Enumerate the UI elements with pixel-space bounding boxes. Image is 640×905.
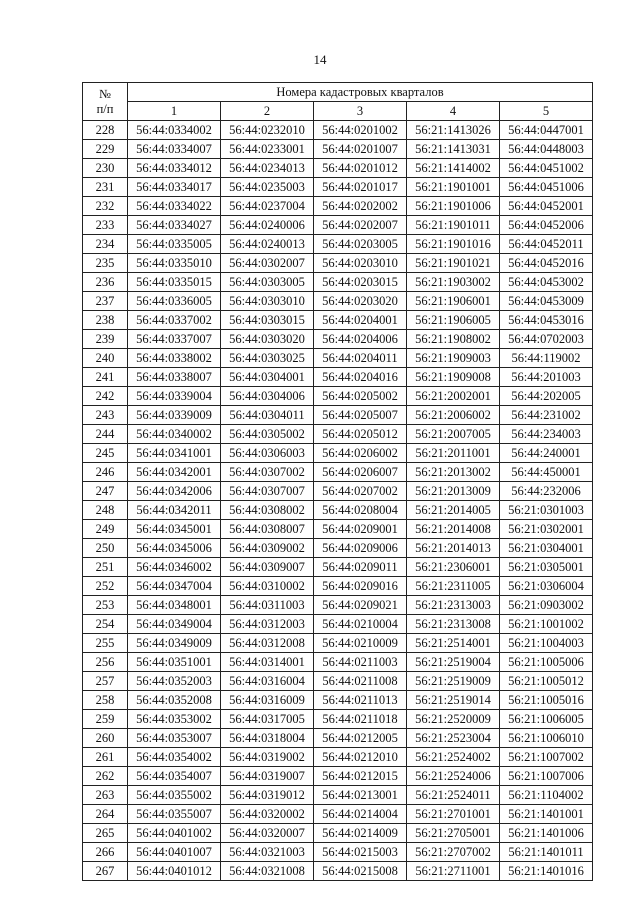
cadastral-number-cell: 56:21:2013002 (407, 463, 500, 482)
row-number-cell: 260 (83, 729, 128, 748)
cadastral-number-cell: 56:44:0310002 (221, 577, 314, 596)
cadastral-number-cell: 56:21:2523004 (407, 729, 500, 748)
cadastral-number-cell: 56:21:2313008 (407, 615, 500, 634)
cadastral-number-cell: 56:44:0201017 (314, 178, 407, 197)
cadastral-number-cell: 56:21:1401016 (500, 862, 593, 881)
cadastral-number-cell: 56:44:0308002 (221, 501, 314, 520)
cadastral-number-cell: 56:44:0303010 (221, 292, 314, 311)
cadastral-number-cell: 56:44:0201012 (314, 159, 407, 178)
cadastral-number-cell: 56:44:0210004 (314, 615, 407, 634)
row-number-cell: 229 (83, 140, 128, 159)
cadastral-number-cell: 56:44:0401007 (128, 843, 221, 862)
cadastral-number-cell: 56:44:0214004 (314, 805, 407, 824)
cadastral-number-cell: 56:21:2014005 (407, 501, 500, 520)
cadastral-number-cell: 56:44:0201002 (314, 121, 407, 140)
cadastral-number-cell: 56:44:0334012 (128, 159, 221, 178)
cadastral-number-cell: 56:44:0336005 (128, 292, 221, 311)
cadastral-number-cell: 56:21:1909003 (407, 349, 500, 368)
row-number-header-line1: № (99, 86, 111, 101)
table-row (83, 729, 593, 748)
cadastral-number-cell: 56:44:0337002 (128, 311, 221, 330)
table-row (83, 292, 593, 311)
cadastral-number-cell: 56:44:0205012 (314, 425, 407, 444)
row-number-header (83, 83, 128, 121)
cadastral-number-cell: 56:44:0354002 (128, 748, 221, 767)
cadastral-number-cell: 56:21:1005006 (500, 653, 593, 672)
cadastral-number-cell: 56:44:0209011 (314, 558, 407, 577)
row-number-cell: 234 (83, 235, 128, 254)
cadastral-number-cell: 56:21:1005012 (500, 672, 593, 691)
row-number-cell: 255 (83, 634, 128, 653)
cadastral-number-cell: 56:44:0401012 (128, 862, 221, 881)
cadastral-number-cell: 56:44:232006 (500, 482, 593, 501)
table-row (83, 140, 593, 159)
cadastral-number-cell: 56:44:0349009 (128, 634, 221, 653)
cadastral-number-cell: 56:44:0211013 (314, 691, 407, 710)
cadastral-number-cell: 56:44:0233001 (221, 140, 314, 159)
cadastral-number-cell: 56:44:0334017 (128, 178, 221, 197)
cadastral-number-cell: 56:44:0317005 (221, 710, 314, 729)
cadastral-number-cell: 56:44:0345001 (128, 520, 221, 539)
row-number-cell: 254 (83, 615, 128, 634)
table-row (83, 558, 593, 577)
cadastral-number-cell: 56:21:1104002 (500, 786, 593, 805)
row-number-cell: 259 (83, 710, 128, 729)
cadastral-number-cell: 56:44:0306003 (221, 444, 314, 463)
cadastral-number-cell: 56:44:0354007 (128, 767, 221, 786)
cadastral-number-cell: 56:44:0237004 (221, 197, 314, 216)
cadastral-number-cell: 56:44:0212005 (314, 729, 407, 748)
cadastral-number-cell: 56:21:1401011 (500, 843, 593, 862)
row-number-header-line2: п/п (96, 101, 114, 116)
cadastral-number-cell: 56:44:0347004 (128, 577, 221, 596)
cadastral-number-cell: 56:44:0316009 (221, 691, 314, 710)
table-row (83, 216, 593, 235)
row-number-cell: 246 (83, 463, 128, 482)
row-number-cell: 252 (83, 577, 128, 596)
cadastral-number-cell: 56:44:0452006 (500, 216, 593, 235)
cadastral-number-cell: 56:44:0305002 (221, 425, 314, 444)
table-row (83, 159, 593, 178)
cadastral-number-cell: 56:21:0305001 (500, 558, 593, 577)
cadastral-number-cell: 56:21:1903002 (407, 273, 500, 292)
column-header: 5 (500, 102, 593, 121)
table-row (83, 425, 593, 444)
cadastral-number-cell: 56:21:1413026 (407, 121, 500, 140)
cadastral-number-cell: 56:44:0211003 (314, 653, 407, 672)
cadastral-number-cell: 56:44:0240013 (221, 235, 314, 254)
cadastral-number-cell: 56:44:0212010 (314, 748, 407, 767)
cadastral-number-cell: 56:21:0306004 (500, 577, 593, 596)
row-number-cell: 248 (83, 501, 128, 520)
cadastral-number-cell: 56:21:0301003 (500, 501, 593, 520)
cadastral-number-cell: 56:21:1004003 (500, 634, 593, 653)
cadastral-number-cell: 56:44:0307007 (221, 482, 314, 501)
cadastral-number-cell: 56:44:0309007 (221, 558, 314, 577)
cadastral-number-cell: 56:21:1401001 (500, 805, 593, 824)
cadastral-number-cell: 56:44:0340002 (128, 425, 221, 444)
table-row (83, 349, 593, 368)
cadastral-number-cell: 56:21:2002001 (407, 387, 500, 406)
cadastral-number-cell: 56:44:0342006 (128, 482, 221, 501)
cadastral-number-cell: 56:44:0202007 (314, 216, 407, 235)
row-number-cell: 265 (83, 824, 128, 843)
cadastral-number-cell: 56:21:1901016 (407, 235, 500, 254)
cadastral-number-cell: 56:21:1006005 (500, 710, 593, 729)
cadastral-number-cell: 56:21:2013009 (407, 482, 500, 501)
column-header: 1 (128, 102, 221, 121)
cadastral-number-cell: 56:44:0351001 (128, 653, 221, 672)
row-number-cell: 228 (83, 121, 128, 140)
cadastral-number-cell: 56:44:0308007 (221, 520, 314, 539)
cadastral-number-cell: 56:44:0240006 (221, 216, 314, 235)
cadastral-number-cell: 56:21:2014013 (407, 539, 500, 558)
row-number-cell: 264 (83, 805, 128, 824)
table-row (83, 406, 593, 425)
cadastral-number-cell: 56:44:0234013 (221, 159, 314, 178)
cadastral-number-cell: 56:44:0203015 (314, 273, 407, 292)
cadastral-number-cell: 56:21:2524011 (407, 786, 500, 805)
cadastral-number-cell: 56:21:1901001 (407, 178, 500, 197)
cadastral-number-cell: 56:44:231002 (500, 406, 593, 425)
cadastral-number-cell: 56:44:0339009 (128, 406, 221, 425)
table-row (83, 520, 593, 539)
cadastral-number-cell: 56:21:1007006 (500, 767, 593, 786)
cadastral-number-cell: 56:44:201003 (500, 368, 593, 387)
cadastral-number-cell: 56:21:2524002 (407, 748, 500, 767)
cadastral-number-cell: 56:21:2313003 (407, 596, 500, 615)
cadastral-number-cell: 56:21:1006010 (500, 729, 593, 748)
cadastral-number-cell: 56:44:0453002 (500, 273, 593, 292)
cadastral-number-cell: 56:44:0335005 (128, 235, 221, 254)
table-row (83, 235, 593, 254)
cadastral-number-cell: 56:44:0205002 (314, 387, 407, 406)
row-number-cell: 233 (83, 216, 128, 235)
cadastral-number-cell: 56:21:1901011 (407, 216, 500, 235)
row-number-cell: 249 (83, 520, 128, 539)
cadastral-number-cell: 56:44:0201007 (314, 140, 407, 159)
cadastral-number-cell: 56:44:0348001 (128, 596, 221, 615)
cadastral-number-cell: 56:44:0209001 (314, 520, 407, 539)
cadastral-number-cell: 56:44:0447001 (500, 121, 593, 140)
cadastral-number-cell: 56:44:0304001 (221, 368, 314, 387)
row-number-cell: 235 (83, 254, 128, 273)
cadastral-number-cell: 56:44:0207002 (314, 482, 407, 501)
cadastral-number-cell: 56:44:0355007 (128, 805, 221, 824)
cadastral-number-cell: 56:44:0702003 (500, 330, 593, 349)
table-body (83, 121, 593, 881)
cadastral-number-cell: 56:44:0452016 (500, 254, 593, 273)
cadastral-number-cell: 56:44:0311003 (221, 596, 314, 615)
cadastral-number-cell: 56:44:0335015 (128, 273, 221, 292)
cadastral-number-cell: 56:21:0903002 (500, 596, 593, 615)
table-row (83, 577, 593, 596)
row-number-cell: 242 (83, 387, 128, 406)
cadastral-number-cell: 56:44:0334002 (128, 121, 221, 140)
cadastral-number-cell: 56:44:0203020 (314, 292, 407, 311)
cadastral-number-cell: 56:21:2711001 (407, 862, 500, 881)
cadastral-number-cell: 56:44:0309002 (221, 539, 314, 558)
row-number-cell: 253 (83, 596, 128, 615)
cadastral-number-cell: 56:44:0316004 (221, 672, 314, 691)
cadastral-number-cell: 56:21:2519014 (407, 691, 500, 710)
table-row (83, 197, 593, 216)
cadastral-number-cell: 56:44:0353007 (128, 729, 221, 748)
table-row (83, 748, 593, 767)
cadastral-number-cell: 56:44:0204016 (314, 368, 407, 387)
cadastral-number-cell: 56:44:0320007 (221, 824, 314, 843)
row-number-cell: 232 (83, 197, 128, 216)
cadastral-number-cell: 56:21:1007002 (500, 748, 593, 767)
column-header: 3 (314, 102, 407, 121)
table-row (83, 311, 593, 330)
cadastral-number-cell: 56:44:0451006 (500, 178, 593, 197)
cadastral-number-cell: 56:44:0304006 (221, 387, 314, 406)
cadastral-number-cell: 56:44:0212015 (314, 767, 407, 786)
table-row (83, 444, 593, 463)
cadastral-number-cell: 56:44:0341001 (128, 444, 221, 463)
table-row (83, 330, 593, 349)
cadastral-number-cell: 56:21:2524006 (407, 767, 500, 786)
cadastral-number-cell: 56:44:0319012 (221, 786, 314, 805)
cadastral-number-cell: 56:44:0204011 (314, 349, 407, 368)
row-number-cell: 239 (83, 330, 128, 349)
row-number-cell: 236 (83, 273, 128, 292)
table-row (83, 843, 593, 862)
cadastral-number-cell: 56:44:450001 (500, 463, 593, 482)
cadastral-number-cell: 56:44:0342001 (128, 463, 221, 482)
cadastral-number-cell: 56:44:0320002 (221, 805, 314, 824)
cadastral-number-cell: 56:21:2007005 (407, 425, 500, 444)
column-header: 2 (221, 102, 314, 121)
table-row (83, 862, 593, 881)
table-row (83, 368, 593, 387)
cadastral-number-cell: 56:44:0312003 (221, 615, 314, 634)
cadastral-number-cell: 56:44:234003 (500, 425, 593, 444)
cadastral-number-cell: 56:44:240001 (500, 444, 593, 463)
table-row (83, 121, 593, 140)
cadastral-number-cell: 56:44:0318004 (221, 729, 314, 748)
row-number-cell: 267 (83, 862, 128, 881)
cadastral-number-cell: 56:44:0452001 (500, 197, 593, 216)
cadastral-number-cell: 56:44:0353002 (128, 710, 221, 729)
table-row (83, 767, 593, 786)
cadastral-number-cell: 56:44:0401002 (128, 824, 221, 843)
cadastral-number-cell: 56:21:0304001 (500, 539, 593, 558)
table-row (83, 539, 593, 558)
cadastral-number-cell: 56:44:0213001 (314, 786, 407, 805)
cadastral-number-cell: 56:44:0448003 (500, 140, 593, 159)
row-number-cell: 241 (83, 368, 128, 387)
cadastral-number-cell: 56:44:0352003 (128, 672, 221, 691)
table-row (83, 634, 593, 653)
cadastral-number-cell: 56:44:0307002 (221, 463, 314, 482)
cadastral-number-cell: 56:44:0319002 (221, 748, 314, 767)
table-row (83, 805, 593, 824)
cadastral-number-cell: 56:44:0206002 (314, 444, 407, 463)
cadastral-number-cell: 56:21:1401006 (500, 824, 593, 843)
group-header: Номера кадастровых кварталов (128, 83, 593, 102)
cadastral-number-cell: 56:44:0334007 (128, 140, 221, 159)
cadastral-number-cell: 56:44:0303025 (221, 349, 314, 368)
cadastral-number-cell: 56:44:0345006 (128, 539, 221, 558)
cadastral-number-cell: 56:21:1005016 (500, 691, 593, 710)
table-row (83, 178, 593, 197)
cadastral-number-cell: 56:44:0321003 (221, 843, 314, 862)
cadastral-number-cell: 56:21:2519004 (407, 653, 500, 672)
row-number-cell: 266 (83, 843, 128, 862)
cadastral-number-cell: 56:21:2707002 (407, 843, 500, 862)
table-row (83, 482, 593, 501)
row-number-cell: 245 (83, 444, 128, 463)
cadastral-number-cell: 56:44:0204006 (314, 330, 407, 349)
cadastral-number-cell: 56:44:0205007 (314, 406, 407, 425)
cadastral-number-cell: 56:21:2520009 (407, 710, 500, 729)
cadastral-number-cell: 56:21:1901021 (407, 254, 500, 273)
row-number-cell: 230 (83, 159, 128, 178)
cadastral-number-cell: 56:21:2306001 (407, 558, 500, 577)
table-row (83, 387, 593, 406)
cadastral-number-cell: 56:44:0203010 (314, 254, 407, 273)
column-number-row (83, 102, 593, 121)
cadastral-number-cell: 56:21:1413031 (407, 140, 500, 159)
cadastral-number-cell: 56:21:1906005 (407, 311, 500, 330)
cadastral-number-cell: 56:44:0206007 (314, 463, 407, 482)
cadastral-number-cell: 56:44:0210009 (314, 634, 407, 653)
cadastral-number-cell: 56:44:0338007 (128, 368, 221, 387)
cadastral-number-cell: 56:44:0334027 (128, 216, 221, 235)
cadastral-number-cell: 56:44:0355002 (128, 786, 221, 805)
cadastral-number-cell: 56:21:2011001 (407, 444, 500, 463)
cadastral-number-cell: 56:21:2514001 (407, 634, 500, 653)
cadastral-number-cell: 56:44:0215008 (314, 862, 407, 881)
cadastral-number-cell: 56:44:0211018 (314, 710, 407, 729)
cadastral-number-cell: 56:44:0452011 (500, 235, 593, 254)
cadastral-number-cell: 56:44:119002 (500, 349, 593, 368)
cadastral-number-cell: 56:44:0335010 (128, 254, 221, 273)
cadastral-number-cell: 56:44:0304011 (221, 406, 314, 425)
cadastral-number-cell: 56:44:0453009 (500, 292, 593, 311)
table-row (83, 672, 593, 691)
cadastral-number-cell: 56:21:1001002 (500, 615, 593, 634)
row-number-cell: 231 (83, 178, 128, 197)
cadastral-number-cell: 56:44:0352008 (128, 691, 221, 710)
cadastral-number-cell: 56:44:0302007 (221, 254, 314, 273)
table-row (83, 824, 593, 843)
cadastral-number-cell: 56:44:0303020 (221, 330, 314, 349)
table-row (83, 653, 593, 672)
row-number-cell: 240 (83, 349, 128, 368)
row-number-cell: 261 (83, 748, 128, 767)
cadastral-number-cell: 56:44:0319007 (221, 767, 314, 786)
table-row (83, 710, 593, 729)
row-number-cell: 243 (83, 406, 128, 425)
cadastral-number-cell: 56:21:1901006 (407, 197, 500, 216)
column-header: 4 (407, 102, 500, 121)
row-number-cell: 250 (83, 539, 128, 558)
cadastral-number-cell: 56:21:2705001 (407, 824, 500, 843)
table-row (83, 463, 593, 482)
cadastral-number-cell: 56:44:0209021 (314, 596, 407, 615)
cadastral-number-cell: 56:44:0215003 (314, 843, 407, 862)
cadastral-number-cell: 56:44:0232010 (221, 121, 314, 140)
cadastral-number-cell: 56:44:0337007 (128, 330, 221, 349)
cadastral-number-cell: 56:21:2701001 (407, 805, 500, 824)
cadastral-number-cell: 56:44:0209016 (314, 577, 407, 596)
cadastral-number-cell: 56:21:1414002 (407, 159, 500, 178)
cadastral-number-cell: 56:44:0208004 (314, 501, 407, 520)
cadastral-quarters-table (82, 82, 593, 881)
table-row (83, 615, 593, 634)
row-number-cell: 238 (83, 311, 128, 330)
cadastral-number-cell: 56:44:0303015 (221, 311, 314, 330)
table-row (83, 254, 593, 273)
cadastral-number-cell: 56:44:0303005 (221, 273, 314, 292)
cadastral-number-cell: 56:44:0312008 (221, 634, 314, 653)
cadastral-number-cell: 56:21:2006002 (407, 406, 500, 425)
cadastral-number-cell: 56:44:0349004 (128, 615, 221, 634)
row-number-cell: 256 (83, 653, 128, 672)
cadastral-number-cell: 56:44:202005 (500, 387, 593, 406)
table-row (83, 596, 593, 615)
cadastral-number-cell: 56:21:1908002 (407, 330, 500, 349)
cadastral-number-cell: 56:44:0314001 (221, 653, 314, 672)
table-row (83, 501, 593, 520)
page-number: 14 (313, 52, 327, 67)
row-number-cell: 237 (83, 292, 128, 311)
cadastral-number-cell: 56:21:2014008 (407, 520, 500, 539)
cadastral-number-cell: 56:44:0334022 (128, 197, 221, 216)
table-row (83, 691, 593, 710)
cadastral-number-cell: 56:44:0204001 (314, 311, 407, 330)
row-number-cell: 262 (83, 767, 128, 786)
cadastral-number-cell: 56:21:0302001 (500, 520, 593, 539)
cadastral-number-cell: 56:21:1909008 (407, 368, 500, 387)
cadastral-number-cell: 56:21:2519009 (407, 672, 500, 691)
cadastral-number-cell: 56:21:2311005 (407, 577, 500, 596)
cadastral-number-cell: 56:44:0321008 (221, 862, 314, 881)
row-number-cell: 247 (83, 482, 128, 501)
cadastral-number-cell: 56:44:0451002 (500, 159, 593, 178)
table-row (83, 273, 593, 292)
row-number-cell: 258 (83, 691, 128, 710)
cadastral-number-cell: 56:44:0339004 (128, 387, 221, 406)
row-number-cell: 257 (83, 672, 128, 691)
cadastral-number-cell: 56:44:0346002 (128, 558, 221, 577)
cadastral-number-cell: 56:44:0203005 (314, 235, 407, 254)
cadastral-number-cell: 56:44:0202002 (314, 197, 407, 216)
row-number-cell: 244 (83, 425, 128, 444)
cadastral-number-cell: 56:44:0338002 (128, 349, 221, 368)
cadastral-number-cell: 56:44:0453016 (500, 311, 593, 330)
cadastral-number-cell: 56:44:0209006 (314, 539, 407, 558)
table-row (83, 786, 593, 805)
row-number-cell: 263 (83, 786, 128, 805)
cadastral-number-cell: 56:44:0235003 (221, 178, 314, 197)
cadastral-number-cell: 56:21:1906001 (407, 292, 500, 311)
cadastral-number-cell: 56:44:0211008 (314, 672, 407, 691)
cadastral-number-cell: 56:44:0342011 (128, 501, 221, 520)
row-number-cell: 251 (83, 558, 128, 577)
cadastral-number-cell: 56:44:0214009 (314, 824, 407, 843)
